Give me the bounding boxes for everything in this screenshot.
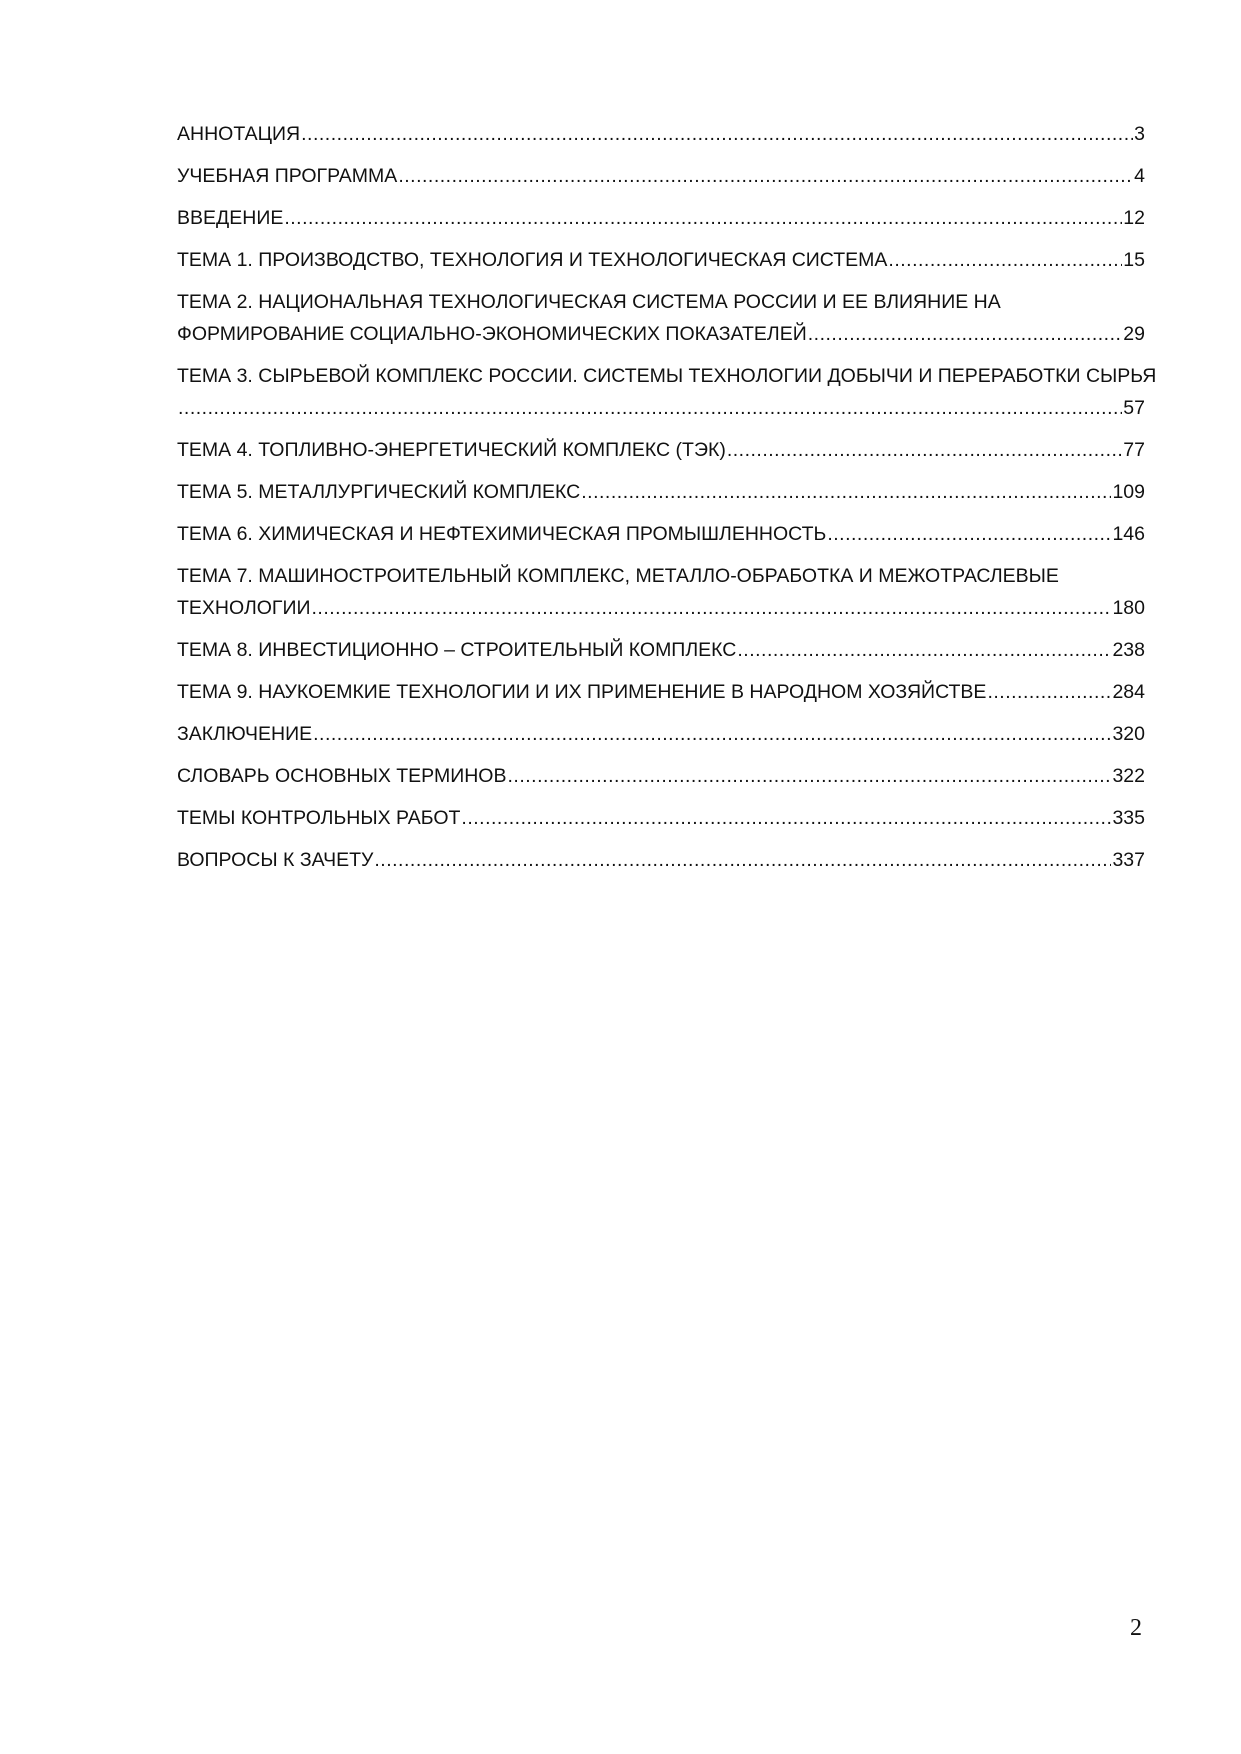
toc-entry-title: ТЕМА 1. ПРОИЗВОДСТВО, ТЕХНОЛОГИЯ И ТЕХНОЛОГИЧЕСКАЯ СИСТЕМА [177,249,888,271]
toc-dot-leader [313,718,1111,750]
toc-entry-title: ТЕМЫ КОНТРОЛЬНЫХ РАБОТ [177,807,461,829]
toc-entry-title: ТЕМА 9. НАУКОЕМКИЕ ТЕХНОЛОГИИ И ИХ ПРИМЕНЕНИЕ В НАРОДНОМ ХОЗЯЙСТВЕ [177,681,987,703]
toc-dot-leader [301,118,1133,150]
toc-entry-line [177,202,1145,234]
toc-entry-page: 4 [1134,165,1145,187]
toc-entry-line [177,844,1145,876]
toc-entry-line [177,360,1157,392]
toc-entry-title: ТЕМА 4. ТОПЛИВНО-ЭНЕРГЕТИЧЕСКИЙ КОМПЛЕКС (ТЭК) [177,439,726,461]
toc-entry-page: 12 [1123,207,1145,229]
toc-entry[interactable] [177,160,1145,192]
toc-dot-leader [374,844,1111,876]
toc-dot-leader [312,592,1112,624]
table-of-contents [177,118,1157,886]
toc-dot-leader [737,634,1111,666]
toc-entry-title: ЗАКЛЮЧЕНИЕ [177,723,313,745]
page-number: 2 [1130,1615,1142,1641]
toc-entry[interactable] [177,718,1145,750]
toc-entry-title: ФОРМИРОВАНИЕ СОЦИАЛЬНО-ЭКОНОМИЧЕСКИХ ПОКАЗАТЕЛЕЙ [177,323,807,345]
toc-entry[interactable] [177,802,1145,834]
toc-entry[interactable] [177,434,1145,466]
toc-dot-leader [727,434,1122,466]
toc-entry-title: ТЕХНОЛОГИИ [177,597,311,619]
toc-entry-page: 322 [1112,765,1145,787]
toc-dot-leader [888,244,1122,276]
toc-entry[interactable] [177,202,1145,234]
toc-entry-page: 335 [1112,807,1145,829]
toc-dot-leader [178,392,1122,424]
toc-entry-page: 146 [1112,523,1145,545]
toc-dot-leader [461,802,1111,834]
toc-entry-page: 77 [1123,439,1145,461]
toc-dot-leader [398,160,1133,192]
toc-entry[interactable] [177,634,1145,666]
toc-dot-leader [507,760,1111,792]
toc-entry-line [177,286,1145,318]
toc-entry-title: ТЕМА 7. МАШИНОСТРОИТЕЛЬНЫЙ КОМПЛЕКС, МЕТАЛЛО-ОБРАБОТКА И МЕЖОТРАСЛЕВЫЕ [177,565,1059,587]
toc-entry-line [177,592,1145,624]
toc-entry-line [177,318,1145,350]
toc-entry-line [177,760,1145,792]
toc-entry-title: ТЕМА 2. НАЦИОНАЛЬНАЯ ТЕХНОЛОГИЧЕСКАЯ СИСТЕМА РОССИИ И ЕЕ ВЛИЯНИЕ НА [177,291,1001,313]
toc-entry[interactable] [177,518,1145,550]
toc-entry[interactable] [177,676,1145,708]
toc-entry-title: АННОТАЦИЯ [177,123,301,145]
toc-entry-line [177,676,1145,708]
toc-entry-line [177,718,1145,750]
toc-entry[interactable] [177,360,1157,424]
toc-entry-line [177,244,1145,276]
toc-entry-line [177,392,1145,424]
toc-dot-leader [827,518,1111,550]
toc-entry-page: 57 [1123,397,1145,419]
toc-entry-title: ТЕМА 8. ИНВЕСТИЦИОННО – СТРОИТЕЛЬНЫЙ КОМПЛЕКС [177,639,737,661]
toc-entry-title: ТЕМА 6. ХИМИЧЕСКАЯ И НЕФТЕХИМИЧЕСКАЯ ПРОМЫШЛЕННОСТЬ [177,523,827,545]
toc-entry-page: 320 [1112,723,1145,745]
toc-entry[interactable] [177,844,1145,876]
toc-entry-line [177,434,1145,466]
toc-entry-line [177,160,1145,192]
toc-entry-page: 3 [1134,123,1145,145]
toc-entry-page: 238 [1112,639,1145,661]
toc-entry-page: 109 [1112,481,1145,503]
toc-entry-page: 337 [1112,849,1145,871]
toc-entry-title: ВВЕДЕНИЕ [177,207,284,229]
toc-entry[interactable] [177,760,1145,792]
toc-dot-leader [987,676,1111,708]
toc-entry-title: ВОПРОСЫ К ЗАЧЕТУ [177,849,374,871]
toc-entry[interactable] [177,118,1145,150]
toc-entry[interactable] [177,476,1145,508]
toc-entry-line [177,802,1145,834]
toc-entry[interactable] [177,286,1145,350]
toc-entry-line [177,634,1145,666]
toc-entry-line [177,560,1145,592]
toc-entry-line [177,476,1145,508]
toc-entry-page: 180 [1112,597,1145,619]
toc-entry-title: ТЕМА 3. СЫРЬЕВОЙ КОМПЛЕКС РОССИИ. СИСТЕМЫ ТЕХНОЛОГИИ ДОБЫЧИ И ПЕРЕРАБОТКИ СЫРЬЯ [177,365,1157,387]
toc-entry[interactable] [177,244,1145,276]
toc-entry[interactable] [177,560,1145,624]
toc-entry-title: ТЕМА 5. МЕТАЛЛУРГИЧЕСКИЙ КОМПЛЕКС [177,481,581,503]
toc-entry-title: СЛОВАРЬ ОСНОВНЫХ ТЕРМИНОВ [177,765,507,787]
toc-entry-line [177,518,1145,550]
toc-entry-page: 29 [1123,323,1145,345]
toc-dot-leader [284,202,1122,234]
toc-entry-page: 284 [1112,681,1145,703]
toc-entry-page: 15 [1123,249,1145,271]
toc-dot-leader [808,318,1123,350]
toc-entry-line [177,118,1145,150]
toc-entry-title: УЧЕБНАЯ ПРОГРАММА [177,165,398,187]
toc-dot-leader [581,476,1111,508]
